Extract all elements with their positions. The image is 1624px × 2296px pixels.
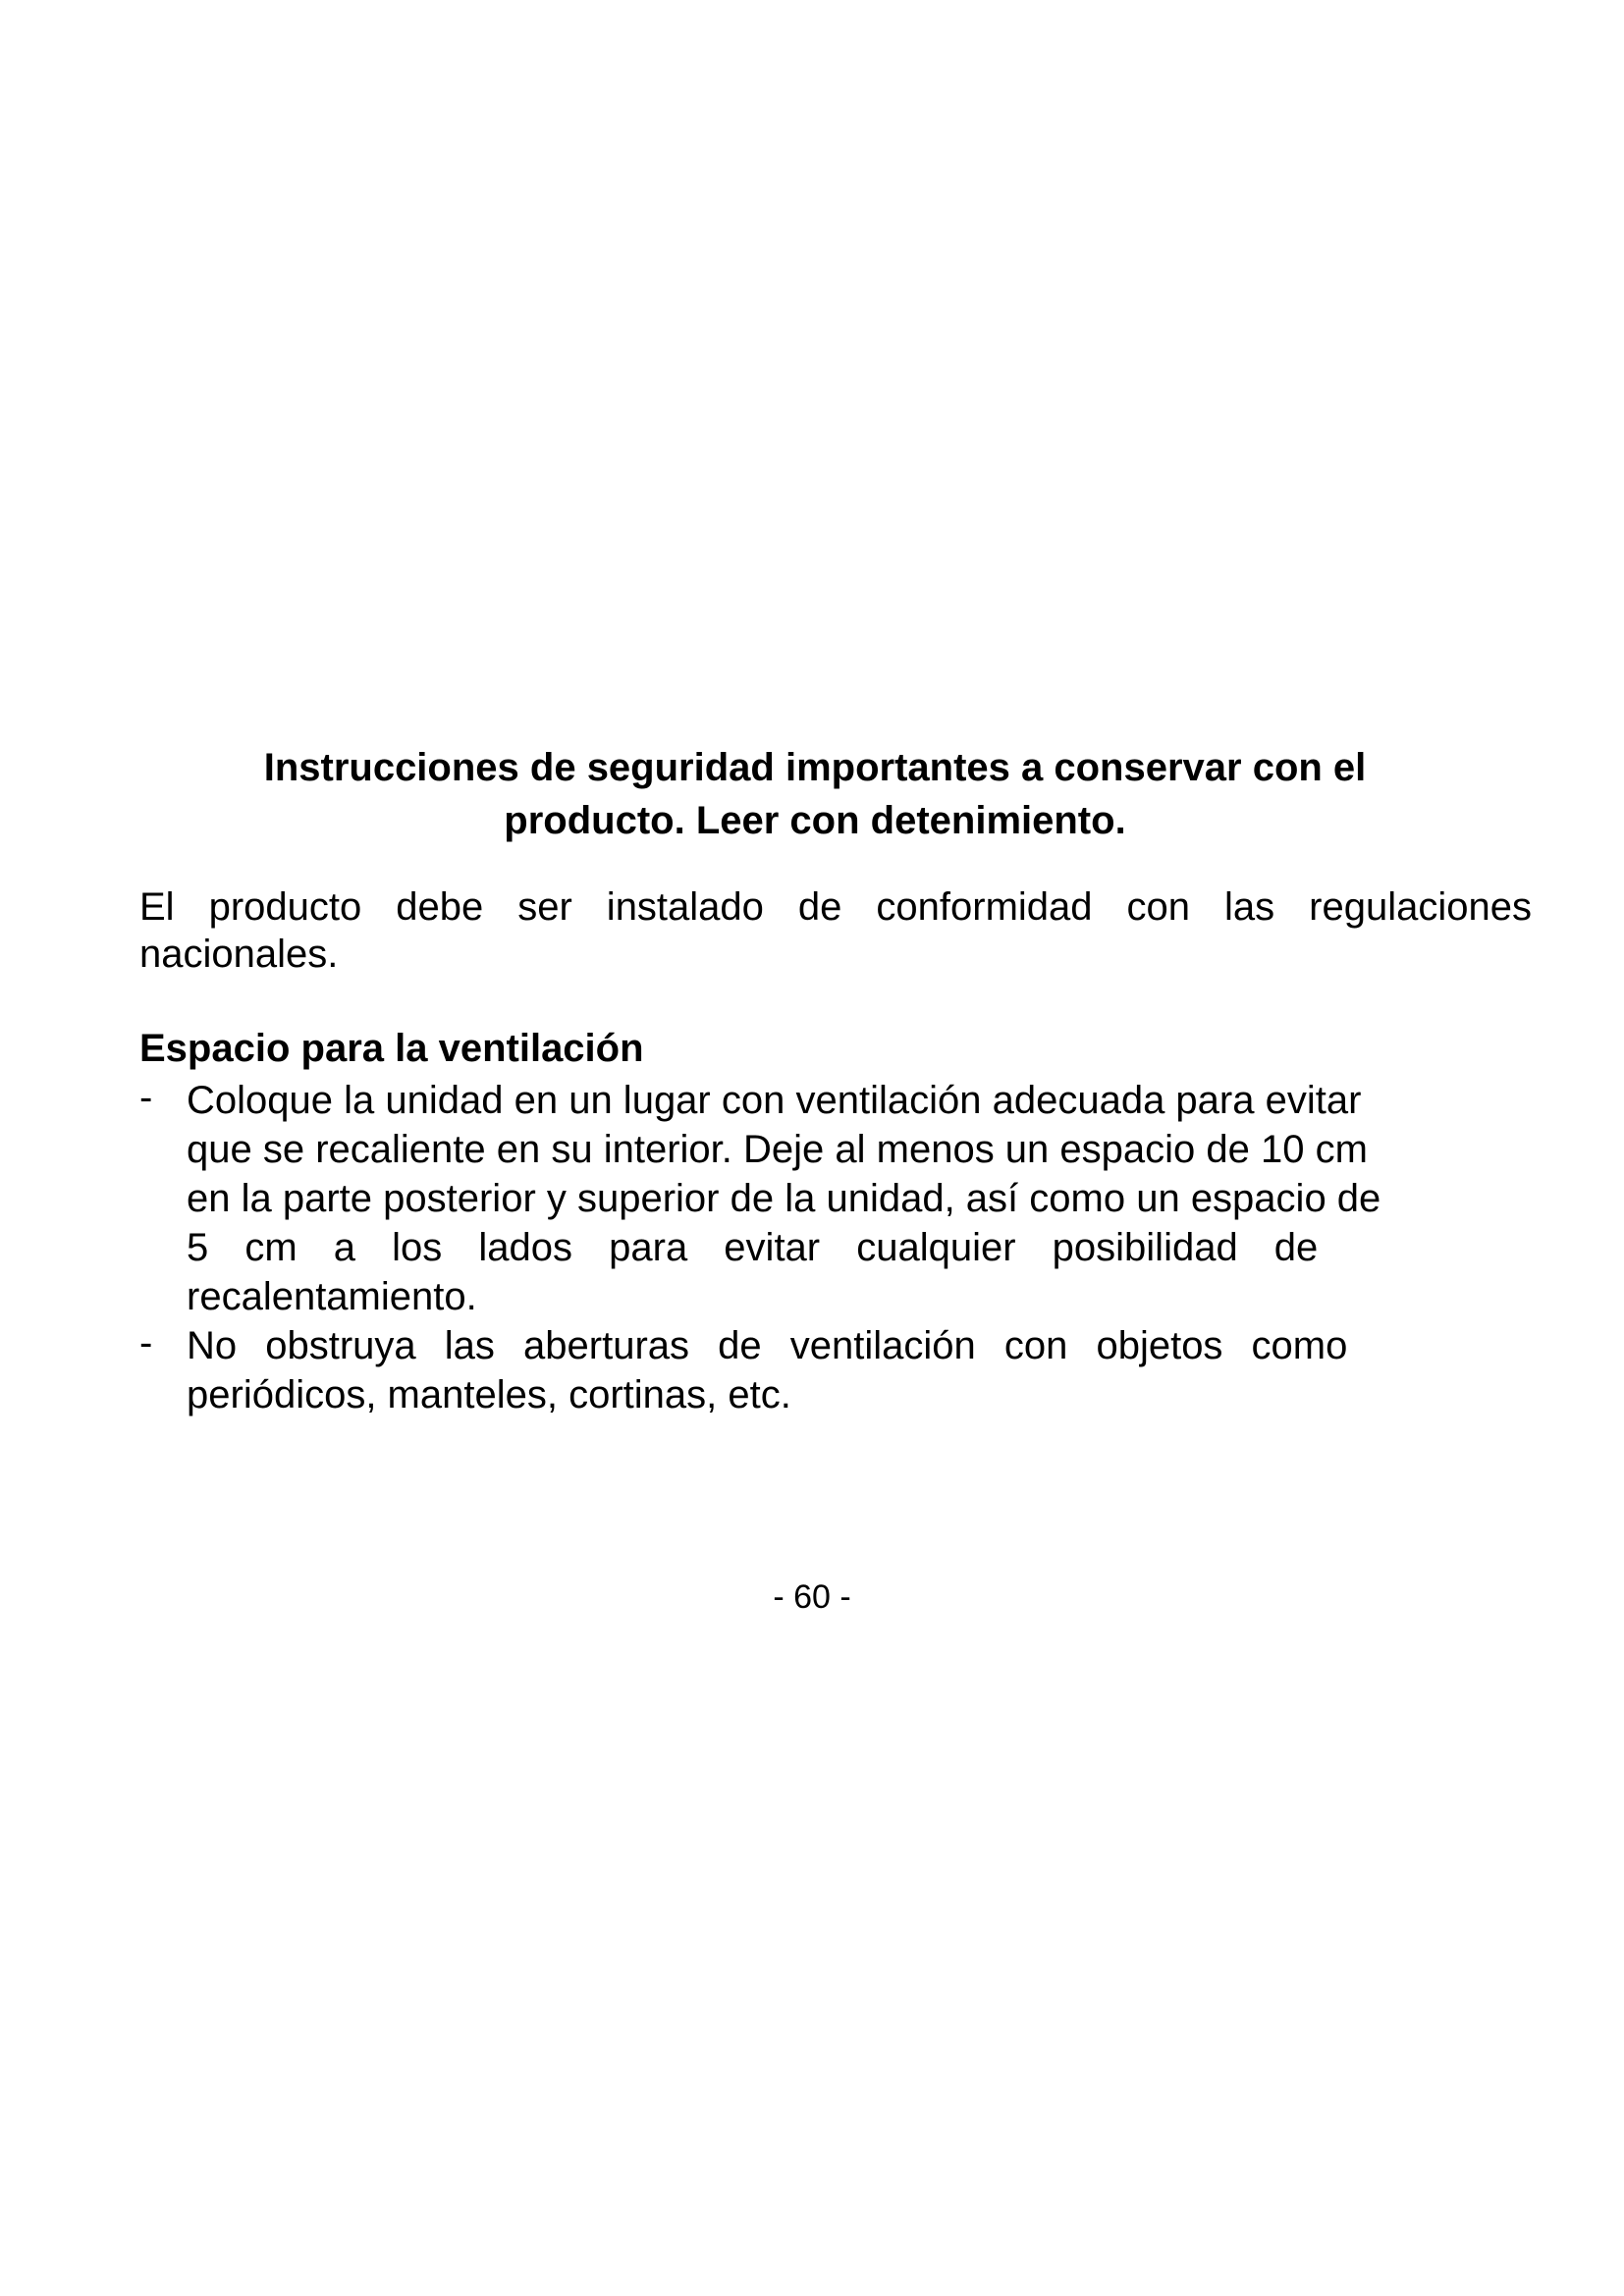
intro-line-1: El producto debe ser instalado de conformidad con las regulaciones	[139, 885, 1532, 929]
bullet-1-line-2: que se recaliente en su interior. Deje al menos un espacio de 10 cm	[187, 1128, 1368, 1171]
bullet-list	[139, 1076, 1532, 1419]
bullet-1-line-5: recalentamiento.	[187, 1275, 477, 1318]
bullet-marker: -	[139, 1321, 153, 1364]
page-number: - 60 -	[773, 1578, 851, 1616]
list-item	[139, 1076, 1532, 1321]
intro-line-2: nacionales.	[139, 933, 339, 976]
bullet-1-line-4: 5 cm a los lados para evitar cualquier posibilidad de	[187, 1226, 1319, 1269]
list-item	[139, 1321, 1532, 1419]
bullet-2-line-1: No obstruya las aberturas de ventilación con objetos como	[187, 1324, 1348, 1367]
title-line-1: Instrucciones de seguridad importantes a conservar con el	[263, 746, 1367, 789]
bullet-1-line-3: en la parte posterior y superior de la unidad, así como un espacio de	[187, 1177, 1381, 1220]
section-heading: Espacio para la ventilación	[139, 1027, 644, 1070]
bullet-marker: -	[139, 1076, 153, 1119]
bullet-1-line-1: Coloque la unidad en un lugar con ventilación adecuada para evitar	[187, 1079, 1362, 1122]
title-line-2: producto. Leer con detenimiento.	[504, 799, 1126, 842]
page-title	[137, 741, 1492, 847]
intro-paragraph	[139, 883, 1532, 978]
bullet-2-line-2: periódicos, manteles, cortinas, etc.	[187, 1373, 791, 1416]
